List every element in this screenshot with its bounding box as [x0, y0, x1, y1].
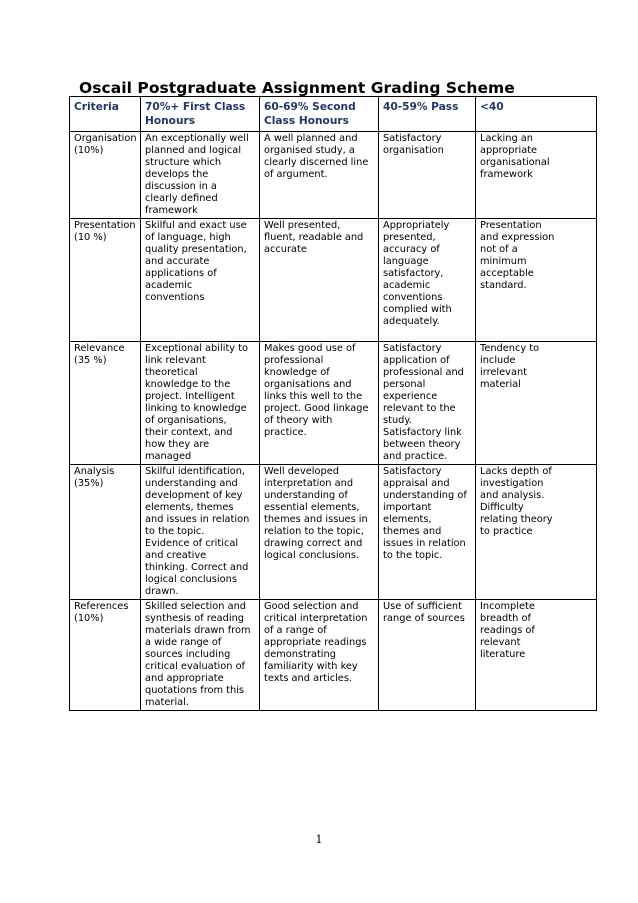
header-pass: 40-59% Pass [379, 97, 476, 132]
cell-first-class: Skilful and exact use of language, high quality presentation, and accurate applications of academic conventions [141, 219, 260, 342]
header-criteria: Criteria [70, 97, 141, 132]
cell-first-class: An exceptionally well planned and logical structure which develops the discussion in a clearly defined framework [141, 132, 260, 219]
cell-second-class: A well planned and organised study, a clearly discerned line of argument. [260, 132, 379, 219]
table-row-organisation [70, 132, 597, 219]
cell-first-class: Skilful identification, understanding and development of key elements, themes and issues in relation to the topic. Evidence of critical and creative thinking. Correct and logical conclusions drawn. [141, 465, 260, 600]
cell-fail: Lacking an appropriate organisational framework [476, 132, 597, 219]
cell-pass: Satisfactory organisation [379, 132, 476, 219]
cell-criteria: Analysis (35%) [70, 465, 141, 600]
cell-second-class: Makes good use of professional knowledge of organisations and links this well to the project. Good linkage of theory with practice. [260, 342, 379, 465]
cell-first-class: Skilled selection and synthesis of reading materials drawn from a wide range of sources including critical evaluation of and appropriate quotations from this material. [141, 600, 260, 711]
cell-second-class: Well presented, fluent, readable and accurate [260, 219, 379, 342]
header-first-class: 70%+ First Class Honours [141, 97, 260, 132]
cell-criteria: Presentation (10 %) [70, 219, 141, 342]
cell-pass: Use of sufficient range of sources [379, 600, 476, 711]
header-fail: <40 [476, 97, 597, 132]
cell-fail: Incomplete breadth of readings of relevant literature [476, 600, 597, 711]
cell-second-class: Good selection and critical interpretation of a range of appropriate readings demonstrating familiarity with key texts and articles. [260, 600, 379, 711]
document-title: Oscail Postgraduate Assignment Grading Scheme [79, 79, 515, 97]
cell-fail: Presentation and expression not of a minimum acceptable standard. [476, 219, 597, 342]
cell-criteria: Relevance (35 %) [70, 342, 141, 465]
grading-scheme-table [69, 96, 597, 711]
cell-fail: Lacks depth of investigation and analysis. Difficulty relating theory to practice [476, 465, 597, 600]
header-second-class: 60-69% Second Class Honours [260, 97, 379, 132]
cell-second-class: Well developed interpretation and understanding of essential elements, themes and issues in relation to the topic, drawing correct and logical conclusions. [260, 465, 379, 600]
cell-fail: Tendency to include irrelevant material [476, 342, 597, 465]
table-row-analysis [70, 465, 597, 600]
table-row-references [70, 600, 597, 711]
table-header-row [70, 97, 597, 132]
page-number: 1 [315, 833, 323, 846]
table-row-relevance [70, 342, 597, 465]
cell-pass: Satisfactory appraisal and understanding of important elements, themes and issues in relation to the topic. [379, 465, 476, 600]
cell-pass: Satisfactory application of professional and personal experience relevant to the study. Satisfactory link between theory and practice. [379, 342, 476, 465]
cell-first-class: Exceptional ability to link relevant theoretical knowledge to the project. Intelligent linking to knowledge of organisations, their context, and how they are managed [141, 342, 260, 465]
table-row-presentation [70, 219, 597, 342]
cell-criteria: References (10%) [70, 600, 141, 711]
cell-pass: Appropriately presented, accuracy of language satisfactory, academic conventions complied with adequately. [379, 219, 476, 342]
cell-criteria: Organisation (10%) [70, 132, 141, 219]
